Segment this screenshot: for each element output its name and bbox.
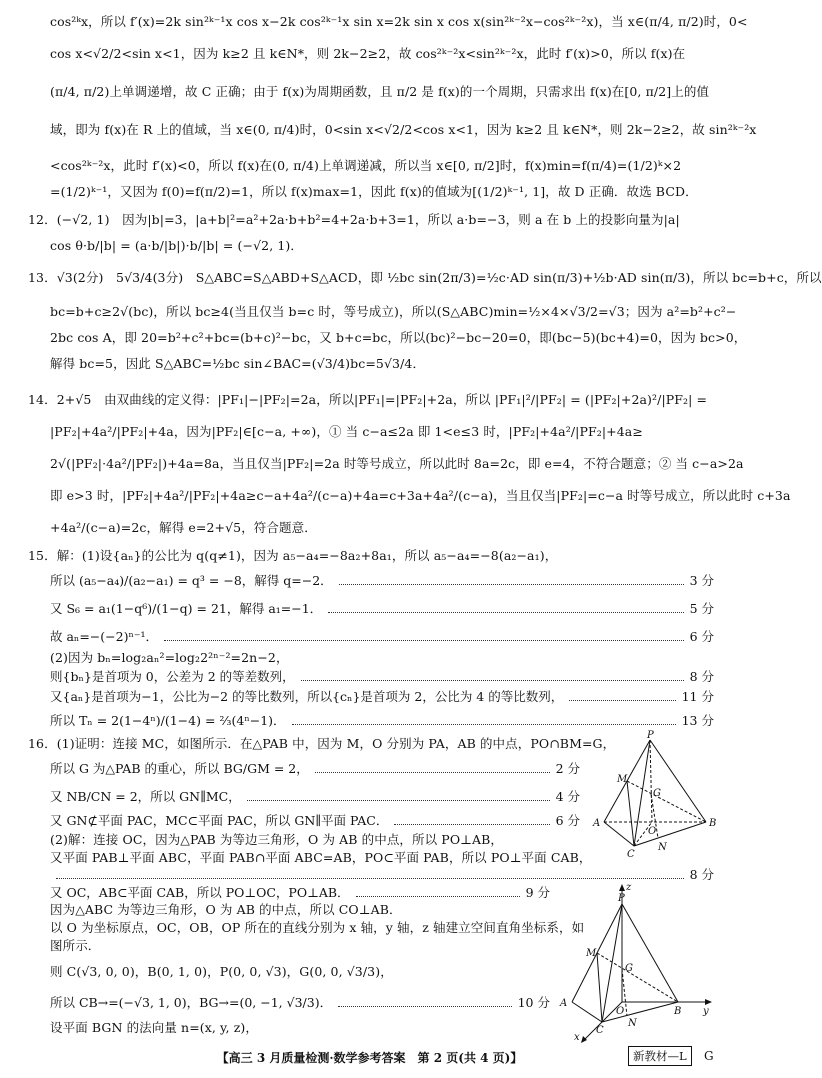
text-line: 又平面 PAB⊥平面 ABC，平面 PAB∩平面 ABC=AB，PO⊂平面 PAB，所以 PO⊥平面 CAB， (50, 850, 592, 865)
step-text: 所以 Tₙ = 2(1−4ⁿ)/(1−4) = ⅔(4ⁿ−1)． (50, 713, 286, 728)
text-line: 设平面 BGN 的法向量 n=(x, y, z)， (50, 1020, 258, 1035)
label-N: N (628, 1018, 637, 1029)
scored-step (50, 666, 714, 688)
step-text: 故 aₙ=−(−2)ⁿ⁻¹． (50, 629, 158, 644)
segment-PO (650, 740, 652, 822)
leader-dots (164, 640, 684, 641)
text-line: 以 O 为坐标原点，OC，OB，OP 所在的直线分别为 x 轴，y 轴，z 轴建立空间直角坐标系，如 (50, 920, 585, 935)
leader-dots (315, 772, 550, 773)
text-line: 因为△ABC 为等边三角形，O 为 AB 的中点，所以 CO⊥AB． (50, 902, 402, 917)
text-line: 2√(|PF₂|·4a²/|PF₂|)+4a=8a，当且仅当|PF₂|=2a 时等号成立，所以此时 8a=2c，即 e=4，不符合题意；② 当 c−a>2a (50, 456, 744, 471)
edge-PB (650, 740, 706, 822)
text-line: 2bc cos A，即 20=b²+c²+bc=(b+c)²−bc，又 b+c=bc，所以(bc)²−bc−20=0，即(bc−5)(bc+4)=0，因为 bc>0， (50, 330, 747, 345)
step-text: 又 GN⊄平面 PAC，MC⊂平面 PAC，所以 GN∥平面 PAC． (50, 813, 389, 828)
label-C: C (596, 1025, 604, 1036)
step-points: 8 分 (689, 867, 714, 882)
text-line: 则 C(√3, 0, 0)，B(0, 1, 0)，P(0, 0, √3)，G(0, 0, √3/3)， (50, 964, 393, 979)
label-z: z (626, 882, 632, 893)
text-line: (π/4, π/2)上单调递增，故 C 正确；由于 f(x)为周期函数，且 π/2 是 f(x)的一个周期，只需求出 f(x)在[0, π/2]上的值 (50, 84, 710, 99)
leader-dots (356, 896, 520, 897)
text-line: +4a²/(c−a)=2c，解得 e=2+√5，符合题意． (50, 520, 317, 535)
x-arrow-icon (581, 1036, 587, 1043)
label-M: M (617, 774, 628, 785)
step-points: 9 分 (525, 885, 550, 900)
leader-dots (301, 680, 684, 681)
text-line: cos θ·b/|b| = (a·b/|b|)·b/|b| = (−√2, 1)． (50, 238, 303, 253)
version-letter: G (704, 1049, 714, 1063)
scored-step (50, 598, 714, 620)
leader-dots (328, 612, 683, 613)
answer-16-line: 16．(1)证明：连接 MC，如图所示．在△PAB 中，因为 M，O 分别为 PA，AB 的中点，PO∩BM=G， (28, 736, 616, 751)
edge-AC (572, 1002, 602, 1022)
label-A: A (593, 818, 601, 829)
text-line: cos x<√2/2<sin x<1，因为 k≥2 且 k∈N*，则 2k−2≥2，故 cos²ᵏ⁻²x<sin²ᵏ⁻²x，此时 f′(x)>0，所以 f(x)在 (50, 46, 686, 61)
text-line: (2)解：连接 OC，因为△PAB 为等边三角形，O 为 AB 的中点，所以 PO⊥AB， (50, 832, 504, 847)
label-O: O (648, 826, 657, 837)
step-points: 8 分 (689, 669, 714, 684)
scored-step (50, 570, 714, 592)
label-M: M (586, 948, 597, 959)
step-points: 6 分 (689, 629, 714, 644)
leader-dots (56, 878, 684, 879)
label-x: x (574, 1032, 580, 1043)
label-P: P (647, 730, 654, 741)
coordinate-figure (556, 880, 716, 1045)
answer-15-line: 15．解：(1)设{aₙ}的公比为 q(q≠1)，因为 a₅−a₄=−8a₂+8a₁，所以 a₅−a₄=−8(a₂−a₁)， (28, 548, 558, 563)
leader-dots (247, 800, 550, 801)
scored-step (50, 758, 580, 780)
coordinate-diagram (556, 880, 716, 1045)
step-text: 又 NB/CN = 2，所以 GN∥MC， (50, 789, 241, 804)
label-C: C (627, 849, 635, 860)
label-y: y (703, 1006, 709, 1017)
text-line: <cos²ᵏ⁻²x，此时 f′(x)<0，所以 f(x)在(0, π/4)上单调递减，所以当 x∈[0, π/2]时，f(x)min=f(π/4)=(1/2)ᵏ×2 (50, 158, 682, 173)
label-P: P (618, 893, 625, 904)
step-text: 又 OC，AB⊂平面 CAB，所以 PO⊥OC，PO⊥AB． (50, 885, 350, 900)
label-A: A (560, 998, 568, 1009)
edge-PB (622, 904, 678, 1002)
text-line: 域，即为 f(x)在 R 上的值域，当 x∈(0, π/4)时，0<sin x<√2/2<cos x<1，因为 k≥2 且 k∈N*，则 2k−2≥2，故 sin²ᵏ⁻²x (50, 122, 757, 137)
text-line: 图所示． (50, 938, 101, 953)
step-text: 所以 CB→=(−√3, 1, 0)，BG→=(0, −1, √3/3)． (50, 995, 333, 1010)
scored-step (50, 710, 714, 732)
step-text: 所以 (a₅−a₄)/(a₂−a₁) = q³ = −8，解得 q=−2． (50, 573, 333, 588)
step-text: 又{aₙ}是首项为−1，公比为−2 的等比数列，所以{cₙ}是首项为 2，公比为 4 的等比数列， (50, 689, 564, 704)
leader-dots (339, 584, 684, 585)
step-text: 则{bₙ}是首项为 0，公差为 2 的等差数列， (50, 669, 295, 684)
step-points: 6 分 (555, 813, 580, 828)
step-points: 3 分 (689, 573, 714, 588)
label-N: N (658, 842, 667, 853)
edge-CB (634, 822, 706, 846)
pyramid-figure (590, 730, 720, 860)
edge-AC (604, 822, 634, 846)
z-arrow-icon (619, 884, 625, 891)
leader-dots (338, 1006, 512, 1007)
text-line: cos²ᵏx，所以 f′(x)=2k sin²ᵏ⁻¹x cos x−2k cos²ᵏ⁻¹x sin x=2k sin x cos x(sin²ᵏ⁻²x−cos²ᵏ⁻²x)，当 x∈(π/4, π/2)时，0< (50, 14, 748, 29)
step-text: 所以 G 为△PAB 的重心，所以 BG/GM = 2， (50, 761, 309, 776)
text-line: (2)因为 bₙ=log₂aₙ²=log₂2²ⁿ⁻²=2n−2， (50, 650, 289, 665)
step-points: 4 分 (555, 789, 580, 804)
label-B: B (674, 1006, 682, 1017)
answer-12-line: 12．(−√2, 1) 因为|b|=3，|a+b|²=a²+2a·b+b²=4+2a·b+3=1，所以 a·b=−3，则 a 在 b 上的投影向量为|a| (28, 212, 680, 227)
label-O: O (616, 1006, 625, 1017)
edge-CB (602, 1002, 678, 1022)
answer-13-line: 13．√3(2分) 5√3/4(3分) S△ABC=S△ABD+S△ACD，即 ½bc sin(2π/3)=½c·AD sin(π/3)+½b·AD sin(π/3)，所以 bc=b+c，所以 (28, 270, 822, 285)
step-points: 10 分 (517, 995, 550, 1010)
leader-dots (394, 824, 549, 825)
step-points: 2 分 (555, 761, 580, 776)
edition-tag: 新教材—L (628, 1046, 692, 1066)
page-footer: 【高三 3 月质量检测·数学参考答案 第 2 页(共 4 页)】 (216, 1051, 523, 1065)
scored-step (50, 992, 550, 1014)
segment-MC (627, 781, 634, 846)
text-line: 即 e>3 时，|PF₂|+4a²/|PF₂|+4a≥c−a+4a²/(c−a)+4a=c+3a+4a²/(c−a)，当且仅当|PF₂|=c−a 时等号成立，所以此时 c+3a (50, 488, 791, 503)
text-line: =(1/2)ᵏ⁻¹，又因为 f(0)=f(π/2)=1，所以 f(x)max=1，因此 f(x)的值域为[(1/2)ᵏ⁻¹, 1]，故 D 正确．故选 BCD． (50, 184, 698, 199)
scored-step (50, 626, 714, 648)
label-G: G (625, 963, 633, 974)
scored-step (50, 686, 714, 708)
label-G: G (653, 788, 661, 799)
scored-step (50, 786, 580, 808)
leader-dots (569, 700, 675, 701)
step-points: 13 分 (681, 713, 714, 728)
segment-MC (597, 953, 602, 1022)
text-line: 解得 bc=5，因此 S△ABC=½bc sin∠BAC=(√3/4)bc=5√3/4． (50, 356, 426, 371)
text-line: |PF₂|+4a²/|PF₂|+4a，因为|PF₂|∈[c−a, +∞)，① 当 c−a≤2a 即 1<e≤3 时，|PF₂|+4a²/|PF₂|+4a≥ (50, 424, 643, 439)
text-line: bc=b+c≥2√(bc)，所以 bc≥4(当且仅当 b=c 时，等号成立)，所以(S△ABC)min=½×4×√3/2=√3；因为 a²=b²+c²− (50, 304, 737, 319)
answer-14-line: 14．2+√5 由双曲线的定义得：|PF₁|−|PF₂|=2a，所以|PF₁|=|PF₂|+2a，所以 |PF₁|²/|PF₂| = (|PF₂|+2a)²/|PF₂| = (28, 392, 708, 407)
leader-dots (292, 724, 676, 725)
step-points: 5 分 (689, 601, 714, 616)
step-points: 11 分 (681, 689, 714, 704)
label-B: B (709, 818, 717, 829)
step-text: 又 S₆ = a₁(1−q⁶)/(1−q) = 21，解得 a₁=−1． (50, 601, 323, 616)
pyramid-diagram (590, 730, 720, 860)
y-arrow-icon (705, 999, 712, 1005)
